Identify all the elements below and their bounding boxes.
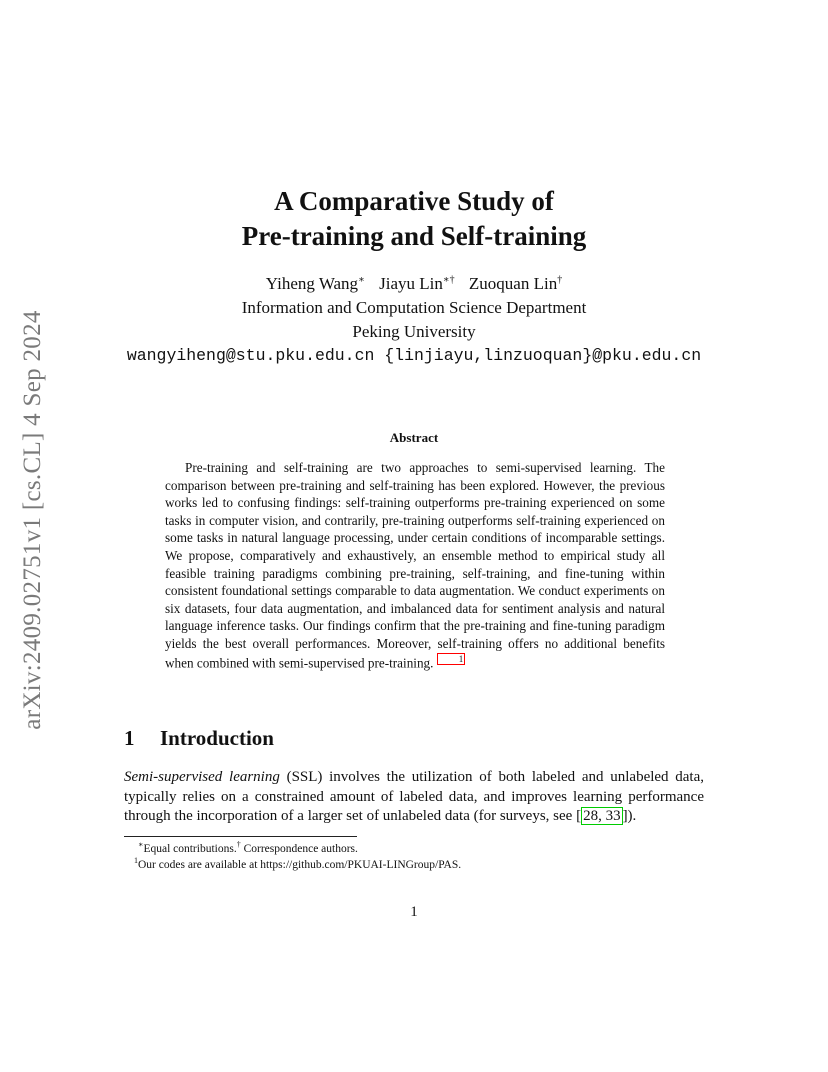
abstract-footnote-link[interactable]: 1	[437, 653, 466, 665]
intro-term: Semi-supervised learning	[124, 769, 280, 785]
abstract-body	[165, 459, 665, 672]
footnote-rule	[124, 836, 357, 837]
citation-link[interactable]	[581, 807, 623, 825]
abstract-text: Pre-training and self-training are two approaches to semi-supervised learning. The comparison between pre-training and self-training has been explored. However, the previous works led to confusing findings: self-training outperforms pre-training experienced on some tasks in computer vision, and contrarily, pre-training outperforms self-training experienced on some tasks in natural language processing, under certain conditions of incomparable settings. We propose, comparatively and exhaustively, an ensemble method to empirical study all feasible training paradigms combining pre-training, self-training, and fine-tuning within consistent foundational settings comparable to data augmentation. We conduct experiments on six datasets, four data augmentation, and imbalanced data for sentiment analysis and natural language inference tasks. Our findings confirm that the pre-training and fine-tuning paradigm yields the best overall performances. Moreover, self-training offers no additional benefits when combined with semi-supervised pre-training.	[165, 460, 665, 670]
intro-paragraph	[124, 768, 704, 827]
section-title: Introduction	[160, 726, 274, 750]
author-block	[0, 272, 828, 368]
affiliation-university: Peking University	[352, 322, 476, 341]
abstract-heading: Abstract	[389, 430, 439, 445]
intro-text: (SSL) involves the utilization of both labeled and unlabeled data, typically relies on a constrained amount of labeled data, and improves learning performance through the incorporation of a larger set of unlabeled data (for surveys, see [	[124, 769, 705, 824]
section-heading	[124, 726, 274, 751]
affiliation-department: Information and Computation Science Department	[241, 298, 587, 317]
intro-text-end: ]).	[622, 808, 637, 824]
page-number: 1	[410, 904, 418, 920]
title-line-1: A Comparative Study of	[274, 186, 554, 216]
title-line-2: Pre-training and Self-training	[241, 221, 587, 251]
author-emails: wangyiheng@stu.pku.edu.cn {linjiayu,linzuoquan}@pku.edu.cn	[126, 346, 702, 365]
cite-28[interactable]: 28	[583, 808, 599, 824]
section-number: 1	[124, 726, 135, 750]
arxiv-identifier: arXiv:2409.02751v1 [cs.CL] 4 Sep 2024	[19, 310, 46, 730]
author-3: Zuoquan Lin†	[468, 274, 563, 293]
author-1: Yiheng Wang∗	[265, 274, 365, 293]
paper-title	[0, 184, 828, 254]
cite-33[interactable]: 33	[605, 808, 621, 824]
footnotes	[134, 840, 698, 873]
author-names	[0, 272, 828, 296]
footnote-equal-contrib: ∗Equal contributions.† Correspondence authors.	[138, 840, 358, 855]
author-2: Jiayu Lin∗†	[379, 274, 455, 293]
cite-separator: ,	[598, 808, 606, 824]
footnote-code: $^1$Our codes are available at https://github.com/PKUAI-LINGroup/PAS.	[134, 856, 462, 871]
